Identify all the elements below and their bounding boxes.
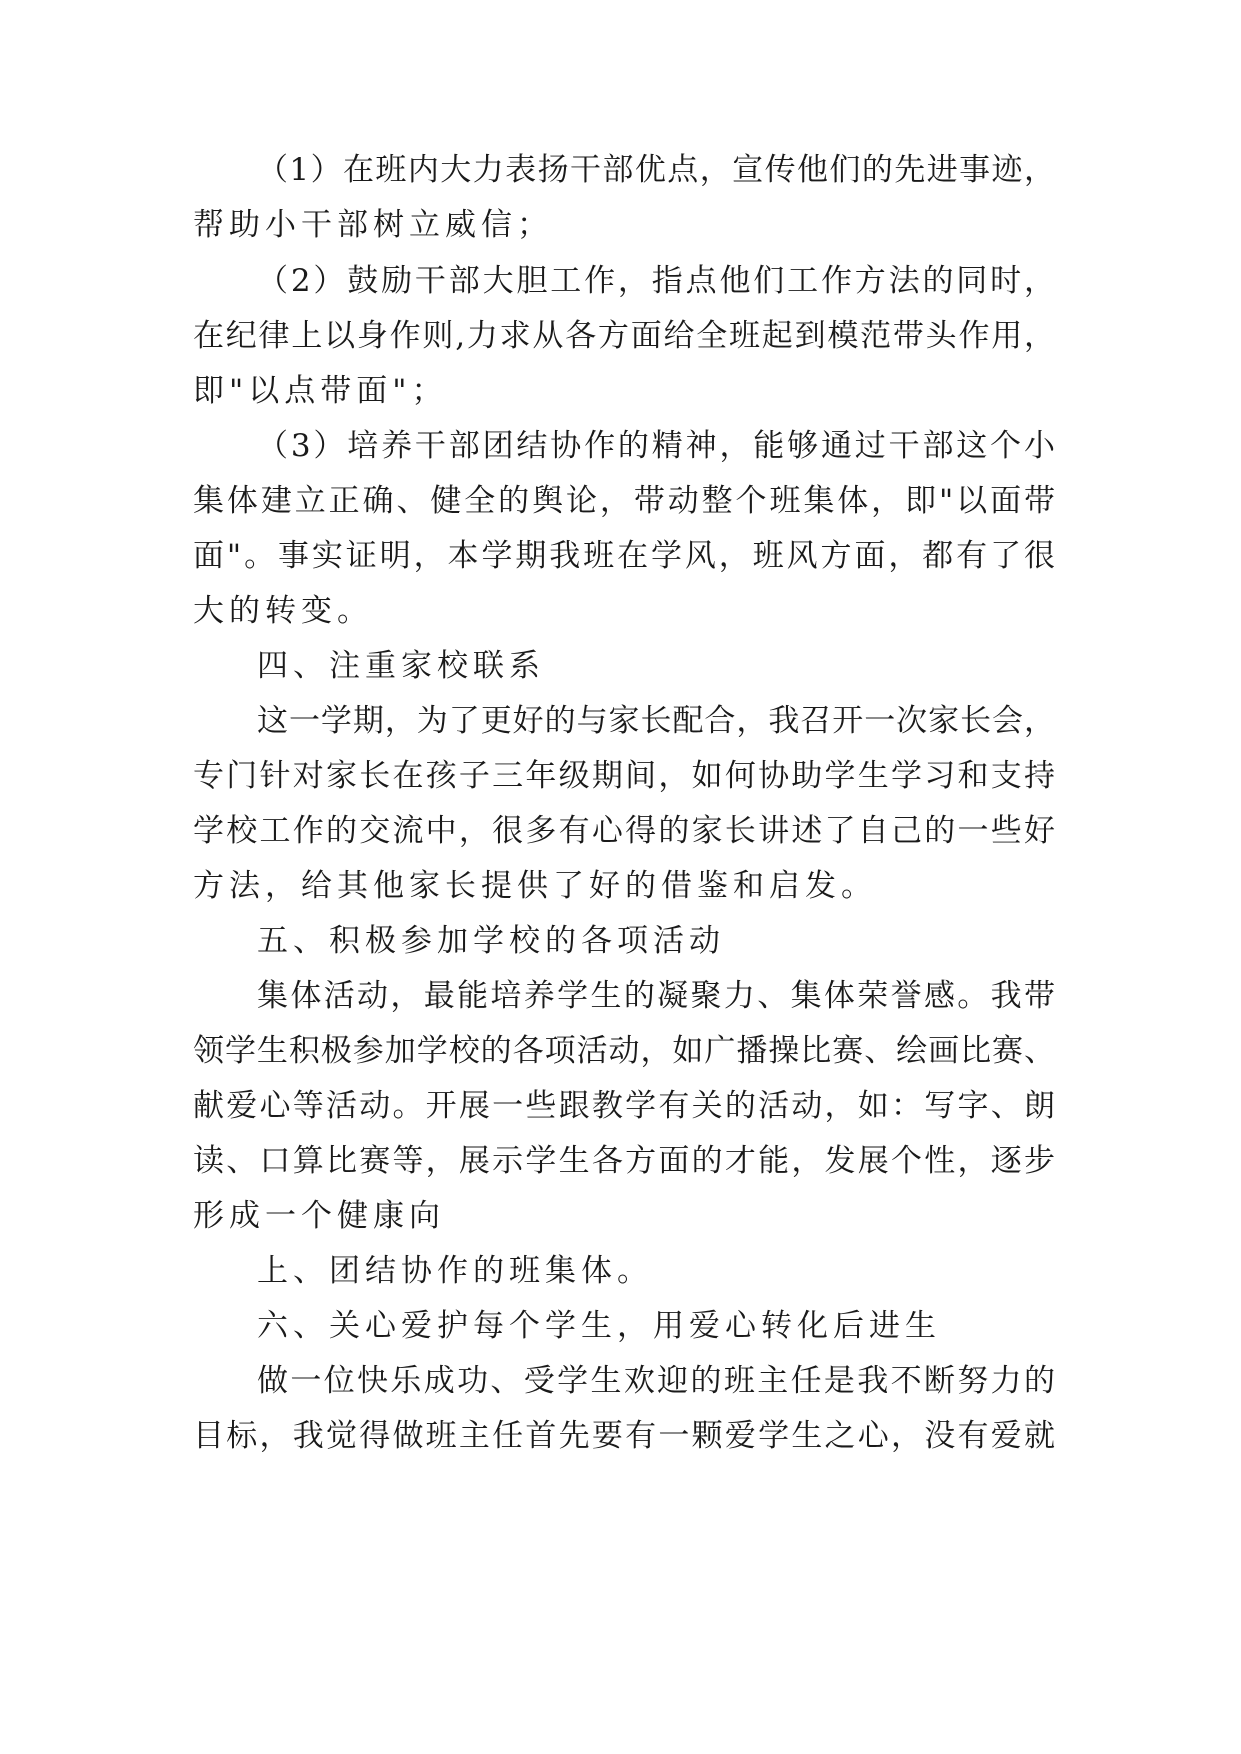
paragraph-line: 形成一个健康向 [193, 1198, 445, 1234]
paragraph-line: 上、团结协作的班集体。 [257, 1253, 653, 1289]
paragraph-line: 专门针对家长在孩子三年级期间，如何协助学生学习和支持 [193, 758, 1055, 794]
paragraph-line: 读、口算比赛等，展示学生各方面的才能，发展个性，逐步 [193, 1143, 1055, 1179]
paragraph-line: 目标，我觉得做班主任首先要有一颗爱学生之心，没有爱就 [193, 1418, 1055, 1454]
paragraph-line: （2）鼓励干部大胆工作，指点他们工作方法的同时， [257, 263, 1055, 299]
paragraph-line: 方法，给其他家长提供了好的借鉴和启发。 [193, 868, 877, 904]
paragraph-line: 做一位快乐成功、受学生欢迎的班主任是我不断努力的 [257, 1363, 1055, 1399]
paragraph-line: 集体活动，最能培养学生的凝聚力、集体荣誉感。我带 [257, 978, 1055, 1014]
paragraph-line: 面"。事实证明，本学期我班在学风，班风方面，都有了很 [193, 538, 1055, 574]
paragraph-line: 领学生积极参加学校的各项活动，如广播操比赛、绘画比赛、 [193, 1033, 1055, 1069]
section-heading: 五、积极参加学校的各项活动 [257, 923, 725, 959]
paragraph-line: 帮助小干部树立威信； [193, 207, 553, 243]
paragraph-line: 即"以点带面"； [193, 373, 448, 409]
paragraph-line: （1）在班内大力表扬干部优点，宣传他们的先进事迹， [257, 152, 1055, 188]
paragraph-line: 献爱心等活动。开展一些跟教学有关的活动，如：写字、朗 [193, 1088, 1055, 1124]
paragraph-line: 在纪律上以身作则,力求从各方面给全班起到模范带头作用， [193, 318, 1055, 354]
paragraph-line: 集体建立正确、健全的舆论，带动整个班集体，即"以面带 [193, 483, 1055, 519]
section-heading: 六、关心爱护每个学生，用爱心转化后进生 [257, 1308, 941, 1344]
paragraph-line: 大的转变。 [193, 593, 373, 629]
paragraph-line: （3）培养干部团结协作的精神，能够通过干部这个小 [257, 428, 1055, 464]
paragraph-line: 这一学期，为了更好的与家长配合，我召开一次家长会， [257, 703, 1055, 739]
paragraph-line: 学校工作的交流中，很多有心得的家长讲述了自己的一些好 [193, 813, 1055, 849]
section-heading: 四、注重家校联系 [257, 648, 545, 684]
